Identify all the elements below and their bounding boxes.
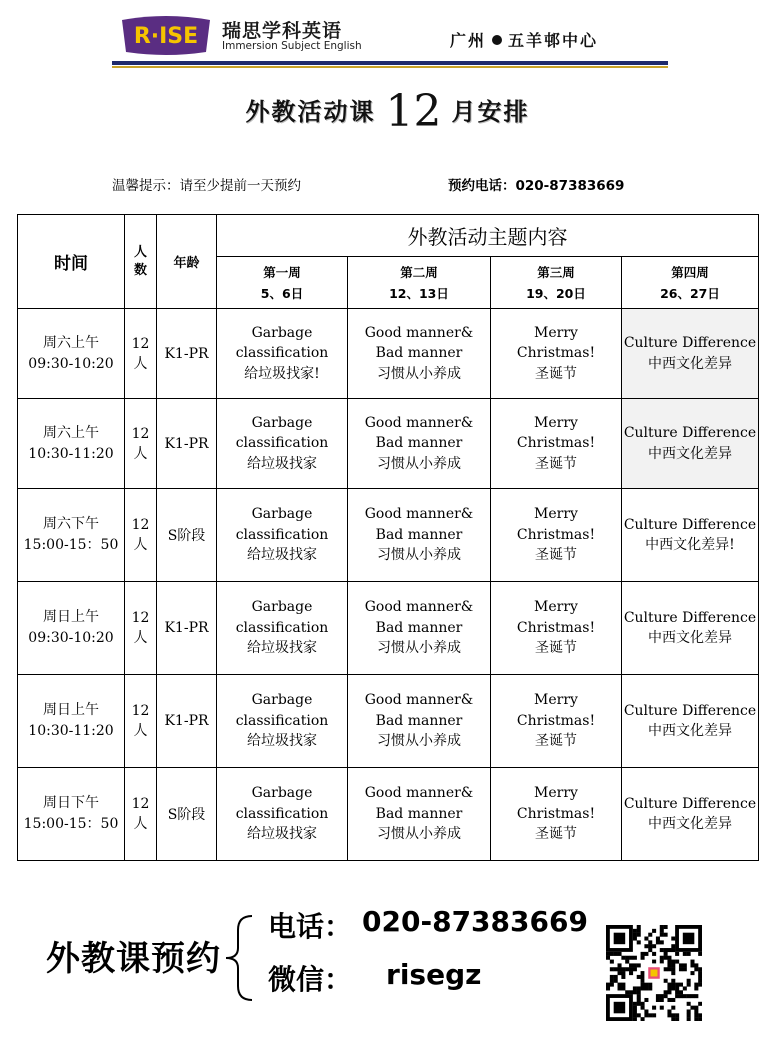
cell-topic-week-2: Good manner& Bad manner 习惯从小养成 bbox=[348, 675, 491, 768]
header-age: 年龄 bbox=[157, 215, 217, 309]
cell-time: 周日上午 09:30-10:20 bbox=[18, 582, 125, 675]
cell-topic-week-3: Merry Christmas! 圣诞节 bbox=[491, 489, 622, 582]
cell-topic-week-3: Merry Christmas! 圣诞节 bbox=[491, 582, 622, 675]
footer-phone-label: 电话： bbox=[268, 910, 353, 943]
wechat-qr-code-icon[interactable] bbox=[606, 925, 702, 1021]
cell-topic-week-4: Culture Difference 中西文化差异 bbox=[622, 582, 759, 675]
cell-age: K1-PR bbox=[157, 399, 217, 489]
cell-topic-week-3: Merry Christmas! 圣诞节 bbox=[491, 309, 622, 399]
cell-age: K1-PR bbox=[157, 582, 217, 675]
center-name bbox=[450, 28, 598, 51]
title-suffix: 月安排 bbox=[451, 98, 530, 126]
header-rule-navy bbox=[112, 61, 668, 65]
cell-topic-week-1: Garbage classification 给垃圾找家 bbox=[217, 489, 348, 582]
footer-title: 外教课预约 bbox=[46, 939, 221, 979]
cell-topic-week-4: Culture Difference 中西文化差异 bbox=[622, 675, 759, 768]
rise-logo bbox=[118, 14, 214, 56]
table-row bbox=[18, 768, 759, 861]
footer-wechat-label: 微信： bbox=[268, 963, 353, 996]
center-branch: 五羊邨中心 bbox=[508, 31, 599, 50]
cell-topic-week-4: Culture Difference 中西文化差异! bbox=[622, 489, 759, 582]
header-time: 时间 bbox=[18, 215, 125, 309]
cell-time: 周六下午 15:00-15：50 bbox=[18, 489, 125, 582]
center-city: 广州 bbox=[450, 31, 487, 50]
cell-time: 周六上午 09:30-10:20 bbox=[18, 309, 125, 399]
header-people-char-2: 数 bbox=[133, 262, 147, 278]
cell-topic-week-1: Garbage classification 给垃圾找家 bbox=[217, 399, 348, 489]
cell-time: 周日上午 10:30-11:20 bbox=[18, 675, 125, 768]
cell-topic-week-4: Culture Difference 中西文化差异 bbox=[622, 309, 759, 399]
logo-text: R·ISE bbox=[133, 24, 199, 49]
table-row bbox=[18, 582, 759, 675]
table-row bbox=[18, 309, 759, 399]
page-header bbox=[112, 10, 668, 68]
cell-topic-week-4: Culture Difference 中西文化差异 bbox=[622, 768, 759, 861]
footer-phone-number: 020-87383669 bbox=[362, 905, 588, 938]
booking-phone-number: 020-87383669 bbox=[515, 178, 625, 194]
header-week-3: 第三周 19、20日 bbox=[491, 257, 622, 309]
booking-tip: 温馨提示：请至少提前一天预约 bbox=[112, 178, 301, 194]
title-prefix: 外教活动课 bbox=[245, 98, 376, 126]
table-row bbox=[18, 399, 759, 489]
cell-topic-week-4: Culture Difference 中西文化差异 bbox=[622, 399, 759, 489]
header-people-char-1: 人 bbox=[133, 244, 147, 260]
cell-age: K1-PR bbox=[157, 309, 217, 399]
cell-people: 12 人 bbox=[125, 768, 157, 861]
cell-topic-week-3: Merry Christmas! 圣诞节 bbox=[491, 768, 622, 861]
cell-topic-week-1: Garbage classification 给垃圾找家 bbox=[217, 582, 348, 675]
cell-people: 12 人 bbox=[125, 489, 157, 582]
booking-phone-label: 预约电话： bbox=[448, 178, 516, 194]
cell-topic-week-2: Good manner& Bad manner 习惯从小养成 bbox=[348, 768, 491, 861]
cell-people: 12 人 bbox=[125, 399, 157, 489]
cell-age: K1-PR bbox=[157, 675, 217, 768]
cell-topic-week-1: Garbage classification 给垃圾找家 bbox=[217, 768, 348, 861]
schedule-table bbox=[17, 214, 759, 861]
cell-time: 周六上午 10:30-11:20 bbox=[18, 399, 125, 489]
booking-phone bbox=[448, 174, 624, 194]
footer-wechat bbox=[268, 958, 481, 998]
cell-topic-week-1: Garbage classification 给垃圾找家! bbox=[217, 309, 348, 399]
cell-people: 12 人 bbox=[125, 309, 157, 399]
header-week-4: 第四周 26、27日 bbox=[622, 257, 759, 309]
title-month: 12 bbox=[385, 86, 442, 137]
cell-people: 12 人 bbox=[125, 675, 157, 768]
bullet-dot-icon bbox=[492, 35, 502, 45]
cell-age: S阶段 bbox=[157, 489, 217, 582]
cell-topic-week-2: Good manner& Bad manner 习惯从小养成 bbox=[348, 399, 491, 489]
cell-time: 周日下午 15:00-15：50 bbox=[18, 768, 125, 861]
footer-phone bbox=[268, 905, 588, 945]
page-title bbox=[0, 86, 775, 137]
cell-topic-week-2: Good manner& Bad manner 习惯从小养成 bbox=[348, 489, 491, 582]
header-rule-gold bbox=[112, 66, 668, 68]
table-row bbox=[18, 675, 759, 768]
brand-name-cn: 瑞思学科英语 bbox=[222, 20, 343, 42]
cell-topic-week-3: Merry Christmas! 圣诞节 bbox=[491, 399, 622, 489]
brand-name-en: Immersion Subject English bbox=[222, 40, 362, 52]
table-row bbox=[18, 489, 759, 582]
cell-topic-week-2: Good manner& Bad manner 习惯从小养成 bbox=[348, 582, 491, 675]
header-week-2: 第二周 12、13日 bbox=[348, 257, 491, 309]
header-people bbox=[125, 215, 157, 309]
header-week-1: 第一周 5、6日 bbox=[217, 257, 348, 309]
header-topic-main: 外教活动主题内容 bbox=[217, 215, 759, 257]
cell-age: S阶段 bbox=[157, 768, 217, 861]
cell-topic-week-3: Merry Christmas! 圣诞节 bbox=[491, 675, 622, 768]
footer-wechat-id: risegz bbox=[386, 958, 482, 991]
cell-topic-week-2: Good manner& Bad manner 习惯从小养成 bbox=[348, 309, 491, 399]
curly-brace-icon bbox=[222, 912, 262, 1004]
cell-people: 12 人 bbox=[125, 582, 157, 675]
cell-topic-week-1: Garbage classification 给垃圾找家 bbox=[217, 675, 348, 768]
